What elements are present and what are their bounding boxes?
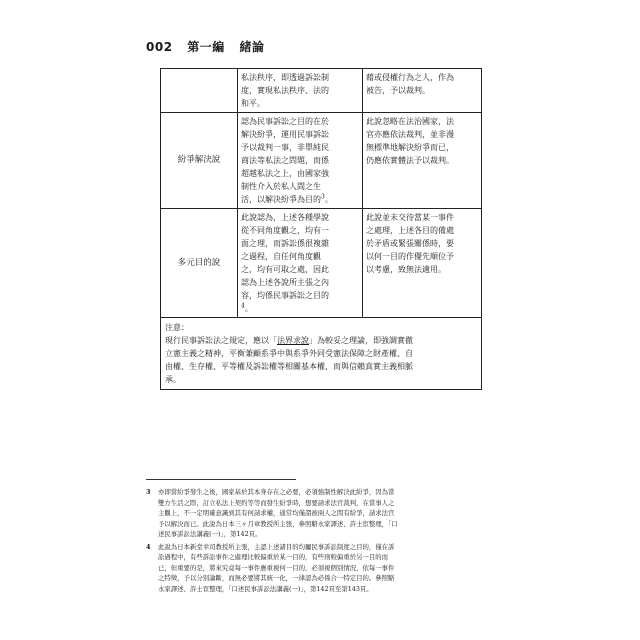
footnote-line: 予以解決而已。此說為日本三ヶ月章教授所主張，參照駱永家譯述、許士宦整理，「口 bbox=[158, 519, 398, 528]
text-line: 容，均係民事訴訟之目的 bbox=[241, 291, 329, 300]
footnote-line: 述民事訴訟法講義(一)」，第142頁。 bbox=[158, 530, 262, 538]
footnote-line: 亦即當紛爭發生之後，國家基於其本身存在之必要，必須強制性解決此紛爭，因為當 bbox=[158, 488, 395, 496]
part-label: 第一編 bbox=[187, 40, 225, 54]
text-line: 於矛盾或緊張關係時，要 bbox=[366, 239, 454, 248]
text-fragment: 。 bbox=[324, 195, 333, 204]
footnote bbox=[146, 487, 486, 540]
critique-cell bbox=[363, 113, 482, 209]
text-line: 面之理，而訴訟係很複雜 bbox=[241, 239, 329, 248]
note-cell bbox=[161, 318, 482, 390]
footnote-line: 已，但重要的是，將來究竟每一事件應重視何一目的，必須視個別情況，依每一事件 bbox=[158, 563, 395, 572]
emphasized-term: 法界求說 bbox=[277, 336, 309, 345]
text-line: 此說並未交待當某一事件 bbox=[366, 213, 454, 222]
running-header bbox=[146, 38, 264, 55]
text-line: 承。 bbox=[165, 375, 181, 384]
text-line: 予以裁判一事，非單純民 bbox=[241, 143, 329, 152]
table-row bbox=[161, 113, 482, 209]
text-line: 之過程，自任何角度觀 bbox=[241, 252, 321, 261]
footnote-line: 永家譯述、許士宦整理，「口述民事訴訟法講義(一)」，第142頁至第143頁。 bbox=[158, 584, 373, 593]
table-row bbox=[161, 209, 482, 318]
footnote-number: 3 bbox=[146, 488, 151, 496]
text-line: 制性介入於私人間之生 bbox=[241, 182, 321, 191]
footnote-line: 主觀上，不一定明確意識到其有何請求權，通常均僅謂被兩人之間有紛爭，請求法官 bbox=[158, 509, 395, 517]
text-fragment: 現行民事訴訟法之規定，應以「 bbox=[165, 336, 277, 345]
text-line: 認為民事訴訟之目的在於 bbox=[241, 117, 329, 126]
footnote-line: 雙方生活之際，訂立私法上契約等等而發生紛爭時，想要請求法官裁判，在當事人之 bbox=[158, 498, 395, 507]
chapter-title: 緒論 bbox=[239, 40, 265, 54]
text-line: 被告，予以裁判。 bbox=[366, 86, 430, 95]
row-label bbox=[161, 69, 238, 113]
text-fragment: 」為較妥之理論，即強調實徹 bbox=[309, 336, 413, 345]
page-number: 002 bbox=[146, 40, 173, 54]
critique-cell bbox=[363, 209, 482, 318]
footnote-ref[interactable]: 4 bbox=[241, 302, 245, 310]
table-row bbox=[161, 318, 482, 390]
text-line: 超越私法之上，由國家強 bbox=[241, 169, 329, 178]
table-row bbox=[161, 69, 482, 113]
text-line: 以何一目的作優先順位予 bbox=[366, 252, 454, 261]
critique-cell bbox=[363, 69, 482, 113]
text-line: 以考慮，致無法適用。 bbox=[366, 265, 446, 274]
text-line bbox=[241, 302, 359, 315]
text-line: 之，均有可取之處，因此 bbox=[241, 265, 329, 274]
text-line: 無標準地解決紛爭而已， bbox=[366, 143, 454, 152]
text-line: 由權、生存權、平等權及訴訟權等相關基本權，而與信賴真實主義相脈 bbox=[165, 362, 413, 371]
text-fragment: 活，以解決紛爭為目的 bbox=[241, 195, 321, 204]
footnote-line: 之特徵，予以分別論斷，而無必要將其統一化，一律認為必係合一特定目的。參照駱 bbox=[158, 574, 395, 582]
text-line: 藉或侵權行為之人，作為 bbox=[366, 73, 454, 82]
text-line: 認為上述各說所主張之內 bbox=[241, 278, 329, 287]
note-line bbox=[165, 334, 477, 347]
row-label: 紛爭解決說 bbox=[161, 113, 238, 209]
footnote-ref[interactable]: 3 bbox=[321, 193, 325, 201]
theory-content-cell bbox=[238, 69, 363, 113]
text-line bbox=[241, 193, 359, 206]
footnote bbox=[146, 542, 486, 595]
text-line: 之處理，上述各目的備處 bbox=[366, 226, 454, 235]
text-line: 度，實現私法秩序、法的 bbox=[241, 86, 329, 95]
text-line: 此說忽略在法治國家，法 bbox=[366, 117, 454, 126]
text-line: 此說認為，上述各種學說 bbox=[241, 213, 329, 222]
theory-content-cell bbox=[238, 113, 363, 209]
text-line: 立憲主義之精神，平衡兼顧系爭中與系爭外同受憲法保障之財產權、自 bbox=[165, 349, 413, 358]
text-line: 和平。 bbox=[241, 99, 265, 108]
text-line: 從不同角度觀之，均有一 bbox=[241, 226, 329, 235]
footnotes bbox=[146, 487, 486, 596]
text-line: 官亦應依法裁判，並非漫 bbox=[366, 130, 454, 139]
note-title: 注意： bbox=[165, 323, 189, 332]
footnote-line: 訟過程中，有些訴訟事件之處理比較偏重於某一目的，有些則較偏重於另一目的而 bbox=[158, 553, 389, 561]
text-line: 解決紛爭，運用民事訴訟 bbox=[241, 130, 329, 139]
theory-comparison-table bbox=[160, 68, 482, 390]
text-fragment: 。 bbox=[244, 304, 253, 313]
text-line: 商法等私法之問題，而係 bbox=[241, 156, 329, 165]
text-line: 仍應依實體法予以裁判。 bbox=[366, 156, 454, 165]
text-line: 私法秩序，即透過訴訟制 bbox=[241, 73, 329, 82]
theory-content-cell bbox=[238, 209, 363, 318]
footnote-divider bbox=[146, 479, 296, 480]
footnote-number: 4 bbox=[146, 542, 151, 551]
footnote-line: 此說為日本新堂幸司教授所主張，主認上述諸目的均屬民事訴訟制度之目的，僅在訴 bbox=[158, 542, 395, 551]
row-label: 多元目的說 bbox=[161, 209, 238, 318]
